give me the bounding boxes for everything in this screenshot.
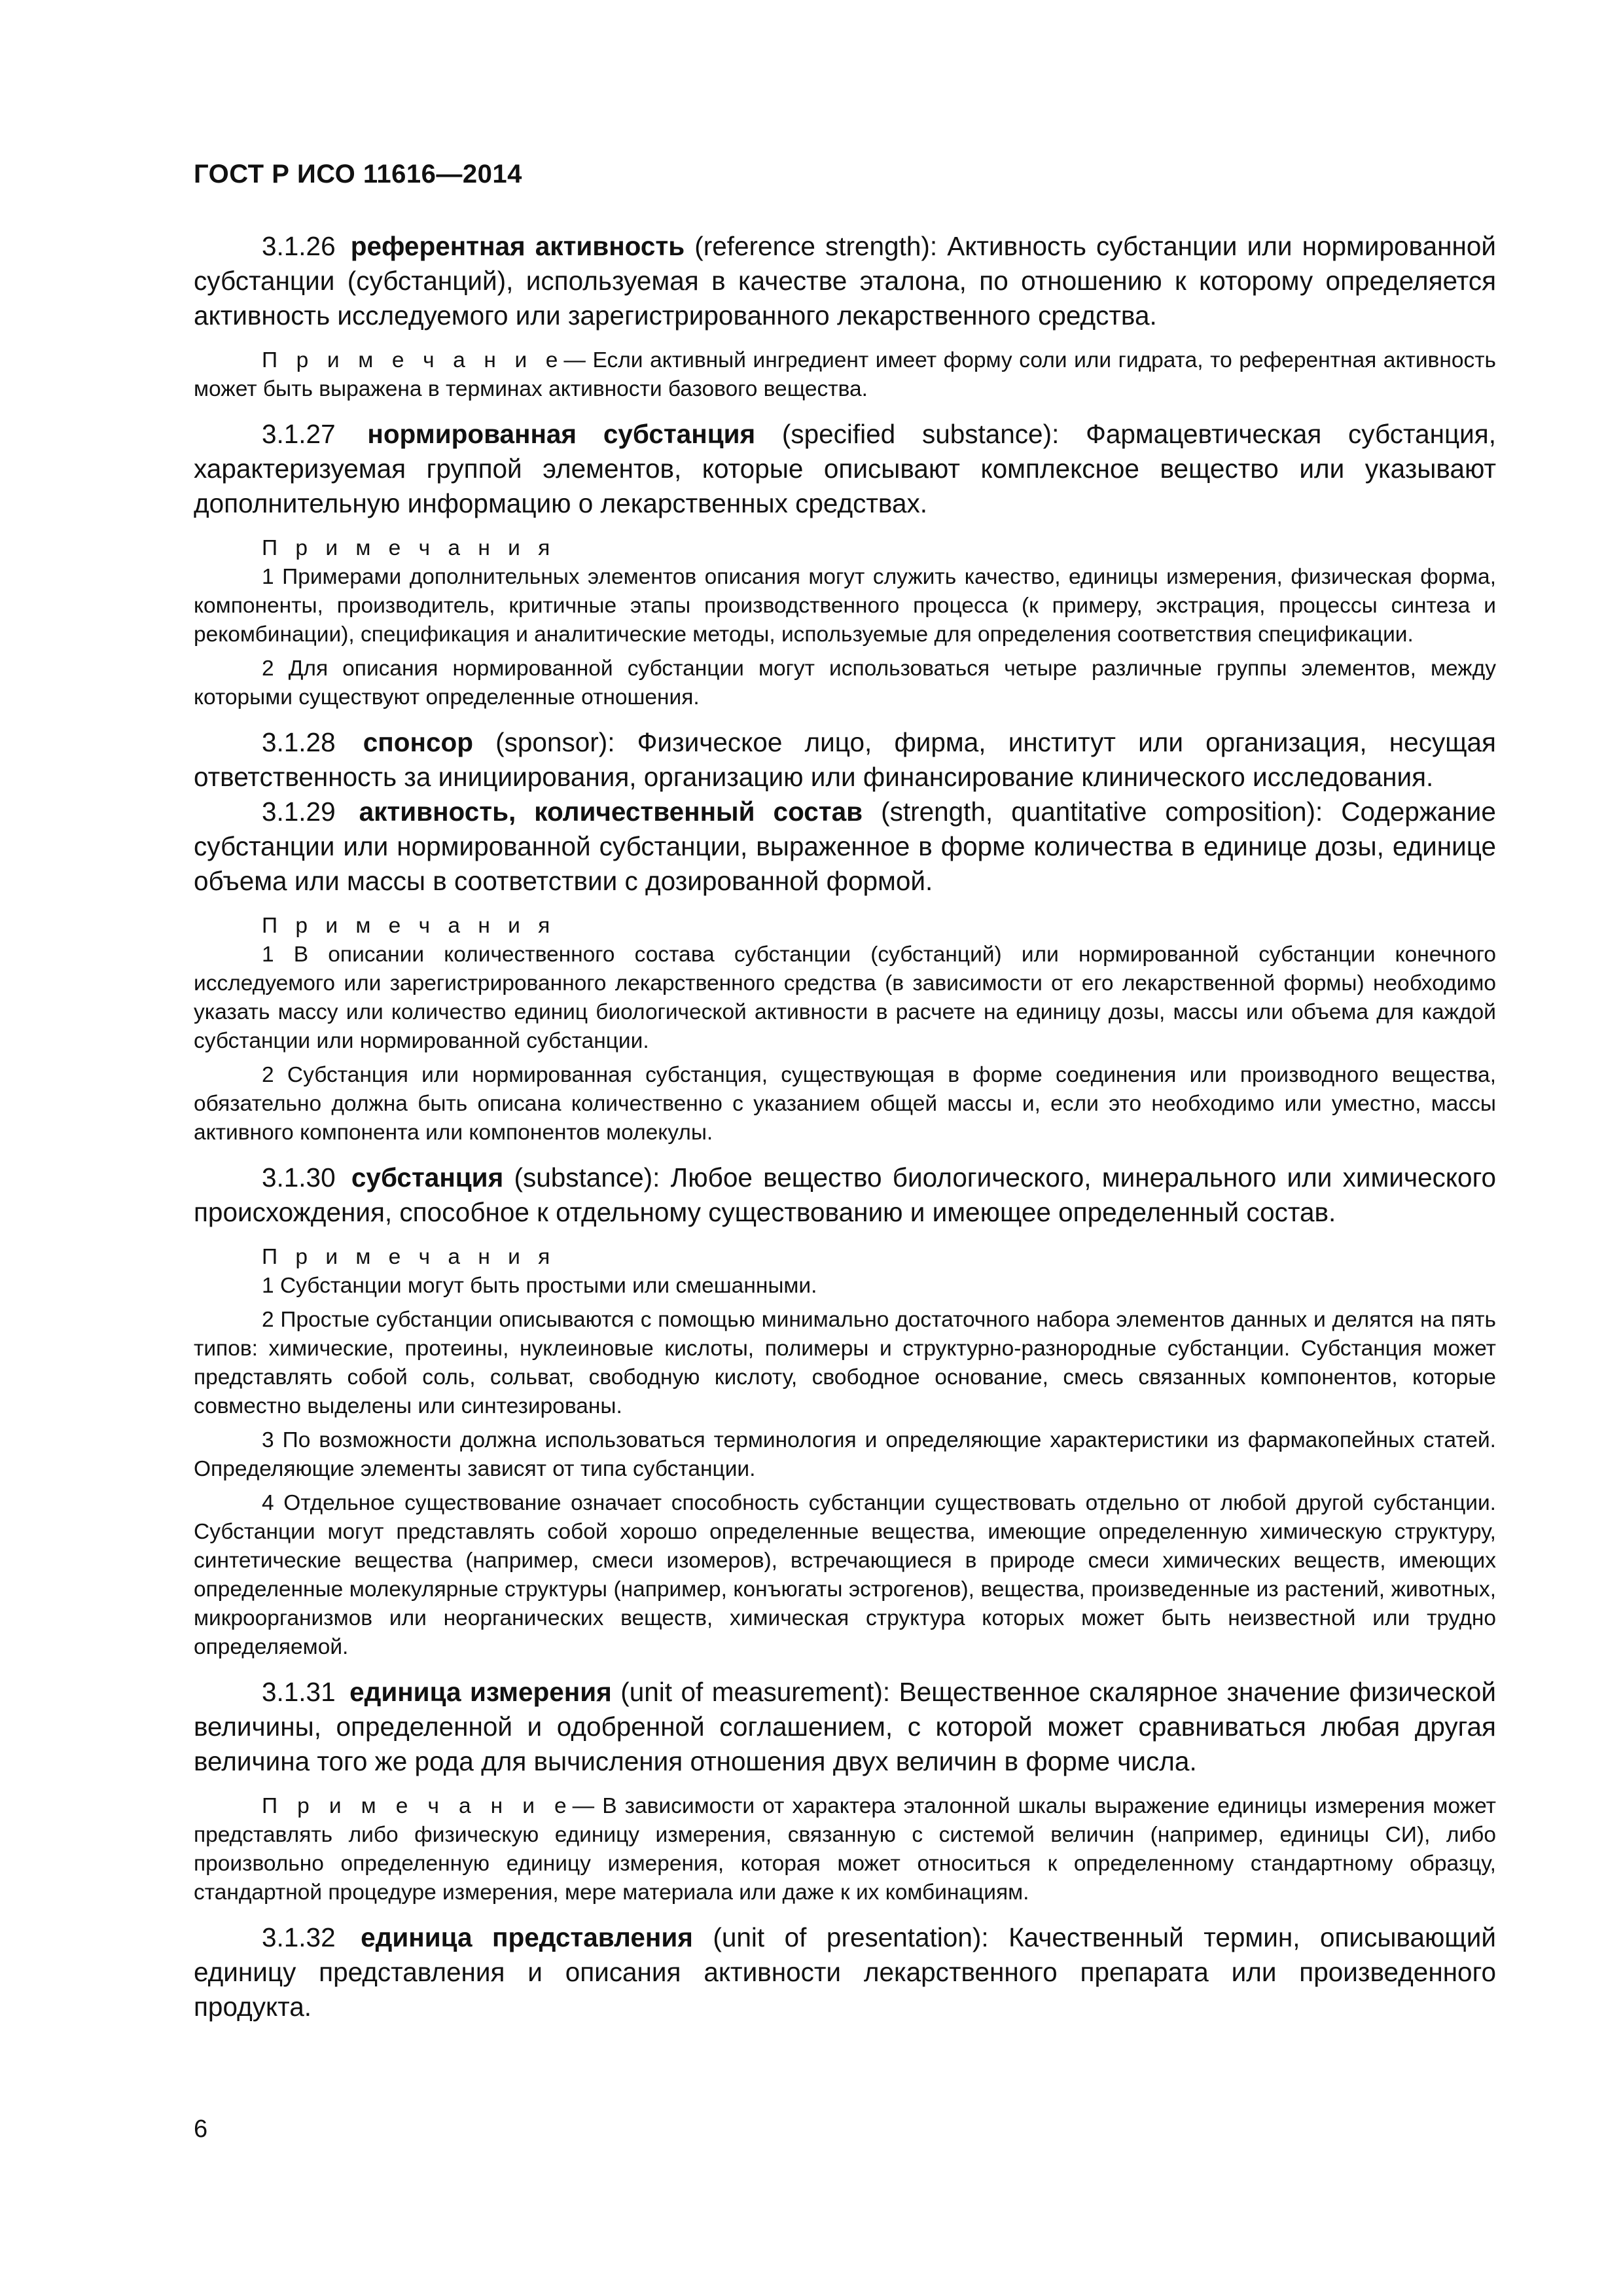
term-note [194,346,1496,404]
document-body [194,229,1496,2024]
term-title: активность, количественный состав [359,797,863,827]
note-text: — Если активный ингредиент имеет форму соли или гидрата, то референтная активность может быть выражена в терминах активности базового вещества. [194,348,1497,401]
term-english: (sponsor): [495,727,615,757]
term-title: нормированная субстанция [367,419,756,449]
term-number: 3.1.30 [262,1162,336,1193]
term-note [194,1792,1496,1907]
note-label: П р и м е ч а н и е [262,348,564,372]
term-entry [194,1920,1496,2024]
term-english: (unit of presentation): [713,1922,989,1952]
term-number: 3.1.26 [262,231,336,261]
term-entry [194,1675,1496,1779]
term-entry [194,725,1496,795]
term-english: (strength, quantitative composition): [881,797,1323,827]
note-label: П р и м е ч а н и е [262,1794,573,1818]
note-item: 4 Отдельное существование означает способность субстанции существовать отдельно от любой другой субстанции. Субстанции могут представлять собой хорошо определенные вещества, имеющие определенную химическую структуру, синтетические вещества (например, смеси изомеров), встречающиеся в природе смеси химических веществ, имеющих определенные молекулярные структуры (например, конъюгаты эстрогенов), вещества, произведенные из растений, животных, микроорганизмов или неорганических веществ, химическая структура которых может быть неизвестной или трудно определяемой. [194,1491,1496,1659]
document-header: ГОСТ Р ИСО 11616—2014 [194,160,522,188]
term-title: референтная активность [350,231,685,261]
term-entry [194,229,1496,333]
page-number: 6 [194,2115,208,2143]
term-title: единица представления [361,1922,693,1952]
term-english: (unit of measurement): [620,1677,891,1707]
term-definition: Содержание субстанции или нормированной субстанции, выраженное в форме количества в единице дозы, единице объема или массы в соответствии с дозированной формой. [194,797,1496,896]
note-text: — В зависимости от характера эталонной шкалы выражение единицы измерения может представлять либо физическую единицу измерения, связанную с системой величин (например, единицы СИ), либо произвольно определенную единицу измерения, которая может относиться к определенному стандартному образцу, стандартной процедуре измерения, мере материала или даже к их комбинациям. [194,1794,1496,1905]
note-item: 1 Примерами дополнительных элементов описания могут служить качество, единицы измерения, физическая форма, компоненты, производитель, критичные этапы производственного процесса (к примеру, экстрация, процессы синтеза и рекомбинации), спецификация и аналитические методы, используемые для определения соответствия спецификации. [194,565,1496,647]
term-entry [194,795,1496,899]
notes-label: П р и м е ч а н и я [262,1245,556,1269]
term-definition: Физическое лицо, фирма, институт или организация, несущая ответственность за инициирования, организацию или финансирование клинического исследования. [194,727,1496,792]
term-definition: Вещественное скалярное значение физической величины, определенной и одобренной соглашением, с которой может сравниваться любая другая величина того же рода для вычисления отношения двух величин в форме числа. [194,1677,1496,1776]
note-item: 2 Простые субстанции описываются с помощью минимально достаточного набора элементов данных и делятся на пять типов: химические, протеины, нуклеиновые кислоты, полимеры и структурно-разнородные субстанции. Субстанция может представлять собой соль, сольват, свободную кислоту, свободное основание, смесь связанных компонентов, которые совместно выделены или синтезированы. [194,1308,1496,1418]
term-definition: Качественный термин, описывающий единицу представления и описания активности лекарственного препарата или произведенного продукта. [194,1922,1496,2022]
note-item: 2 Для описания нормированной субстанции могут использоваться четыре различные группы элементов, между которыми существуют определенные отношения. [194,656,1496,709]
term-entry [194,1160,1496,1230]
term-definition: Фармацевтическая субстанция, характеризуемая группой элементов, которые описывают комплексное вещество или указывают дополнительную информацию о лекарственных средствах. [194,419,1496,518]
term-definition: Любое вещество биологического, минерального или химического происхождения, способное к отдельному существованию и имеющее определенный состав. [194,1162,1496,1227]
note-item: 1 Субстанции могут быть простыми или смешанными. [262,1274,817,1298]
term-number: 3.1.29 [262,797,336,827]
note-item: 1 В описании количественного состава субстанции (субстанций) или нормированной субстанции конечного исследуемого или зарегистрированного лекарственного средства (в зависимости от его лекарственной формы) необходимо указать массу или количество единиц биологической активности в расчете на единицу дозы, массы или объема для каждой субстанции или нормированной субстанции. [194,942,1496,1053]
term-definition: Активность субстанции или нормированной субстанции (субстанций), используемая в качестве эталона, по отношению к которому определяется активность исследуемого или зарегистрированного лекарственного средства. [194,231,1496,331]
term-english: (specified substance): [781,419,1060,449]
term-title: спонсор [363,727,473,757]
term-number: 3.1.31 [262,1677,336,1707]
term-number: 3.1.28 [262,727,336,757]
term-number: 3.1.32 [262,1922,336,1952]
note-item: 2 Субстанция или нормированная субстанция, существующая в форме соединения или производного вещества, обязательно должна быть описана количественно с указанием общей массы и, если это необходимо или уместно, массы активного компонента или компонентов молекулы. [194,1063,1496,1145]
term-title: субстанция [351,1162,504,1193]
term-english: (substance): [514,1162,660,1193]
term-number: 3.1.27 [262,419,336,449]
note-item: 3 По возможности должна использоваться терминология и определяющие характеристики из фармакопейных статей. Определяющие элементы зависят от типа субстанции. [194,1428,1496,1481]
term-english: (reference strength): [694,231,938,261]
notes-label: П р и м е ч а н и я [262,536,556,560]
term-title: единица измерения [349,1677,612,1707]
term-entry [194,417,1496,521]
notes-label: П р и м е ч а н и я [262,914,556,938]
